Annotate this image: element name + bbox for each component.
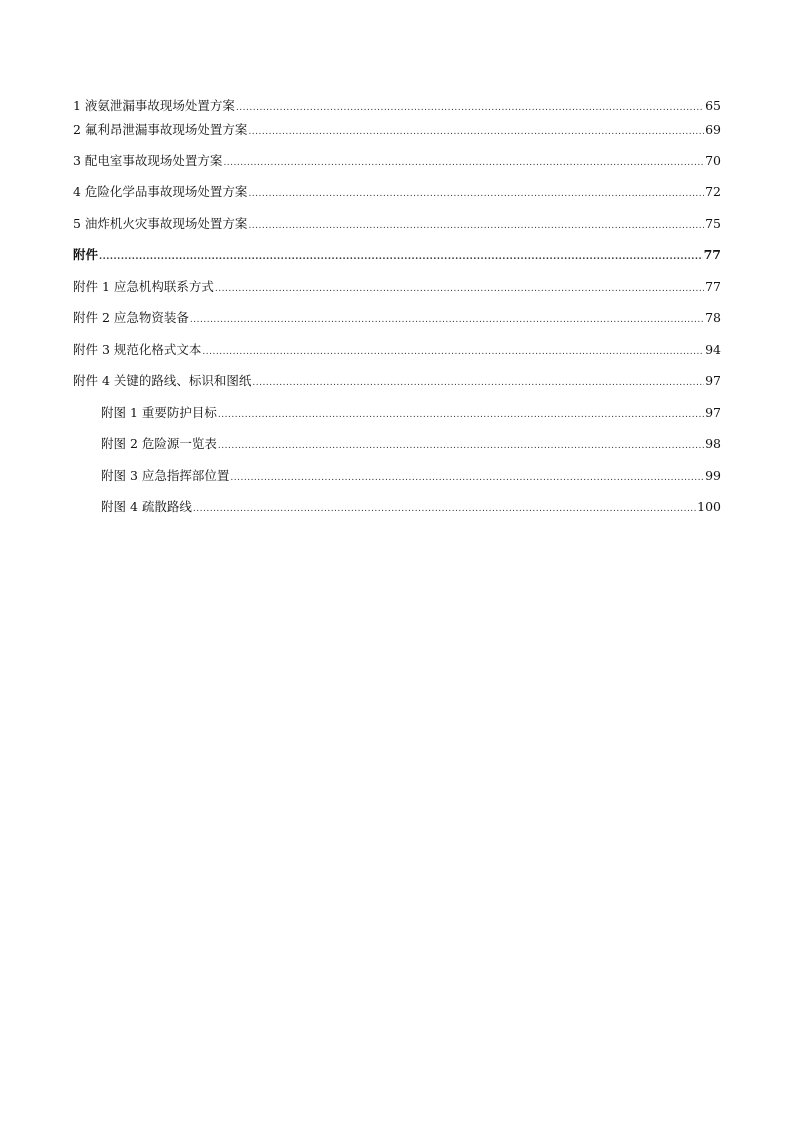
toc-entry-title: 5 油炸机火灾事故现场处置方案 (73, 216, 248, 231)
toc-entry-page: 75 (705, 216, 721, 231)
toc-entry-title: 附件 1 应急机构联系方式 (73, 279, 214, 294)
toc-entry-page: 100 (697, 499, 721, 514)
dot-leader (215, 281, 704, 297)
dot-leader (252, 375, 704, 391)
toc-entry-title: 2 氟利昂泄漏事故现场处置方案 (73, 122, 248, 137)
toc-entry-title: 3 配电室事故现场处置方案 (73, 153, 223, 168)
toc-entry-page: 70 (705, 153, 721, 168)
toc-entry-page: 99 (705, 468, 721, 483)
toc-subentry[interactable] (101, 436, 721, 454)
toc-subentry[interactable] (101, 499, 721, 517)
toc-entry-page: 77 (703, 247, 721, 262)
dot-leader (236, 100, 704, 116)
dot-leader (248, 124, 704, 140)
toc-subentry[interactable] (101, 405, 721, 423)
toc-entry-page: 94 (705, 342, 721, 357)
toc-entry-title: 附件 2 应急物资装备 (73, 310, 189, 325)
toc-entry[interactable] (73, 153, 721, 171)
toc-entry-appendix-heading[interactable] (73, 247, 721, 265)
toc-entry-title: 附图 3 应急指挥部位置 (101, 468, 230, 483)
toc-entry[interactable] (73, 342, 721, 360)
dot-leader (230, 470, 704, 486)
toc-entry-title: 附件 3 规范化格式文本 (73, 342, 202, 357)
toc-entry-title: 附图 2 危险源一览表 (101, 436, 217, 451)
dot-leader (218, 438, 704, 454)
toc-entry[interactable] (73, 310, 721, 328)
toc-entry-title: 附件 (73, 247, 99, 262)
dot-leader (202, 344, 704, 360)
toc-entry-page: 97 (705, 405, 721, 420)
toc-entry-page: 77 (705, 279, 721, 294)
toc-entry[interactable] (73, 216, 721, 234)
toc-subentry[interactable] (101, 468, 721, 486)
toc-entry[interactable] (73, 279, 721, 297)
toc-entry-page: 72 (705, 184, 721, 199)
toc-entry-title: 附图 4 疏散路线 (101, 499, 192, 514)
dot-leader (218, 407, 704, 423)
toc-entry-page: 69 (705, 122, 721, 137)
dot-leader (223, 155, 704, 171)
toc-entry-title: 附件 4 关键的路线、标识和图纸 (73, 373, 252, 388)
dot-leader (248, 186, 704, 202)
toc-entry-page: 78 (705, 310, 721, 325)
dot-leader (190, 312, 704, 328)
toc-entry-page: 65 (705, 98, 721, 113)
dot-leader (248, 218, 704, 234)
dot-leader (99, 249, 703, 265)
toc-entry[interactable] (73, 373, 721, 391)
toc-entry[interactable] (73, 98, 721, 116)
dot-leader (193, 501, 696, 517)
toc-entry-title: 4 危险化学品事故现场处置方案 (73, 184, 248, 199)
toc-entry-title: 附图 1 重要防护目标 (101, 405, 217, 420)
toc-entry-title: 1 液氨泄漏事故现场处置方案 (73, 98, 235, 113)
toc-entry-page: 98 (705, 436, 721, 451)
toc-entry[interactable] (73, 122, 721, 140)
toc-entry[interactable] (73, 184, 721, 202)
toc-entry-page: 97 (705, 373, 721, 388)
